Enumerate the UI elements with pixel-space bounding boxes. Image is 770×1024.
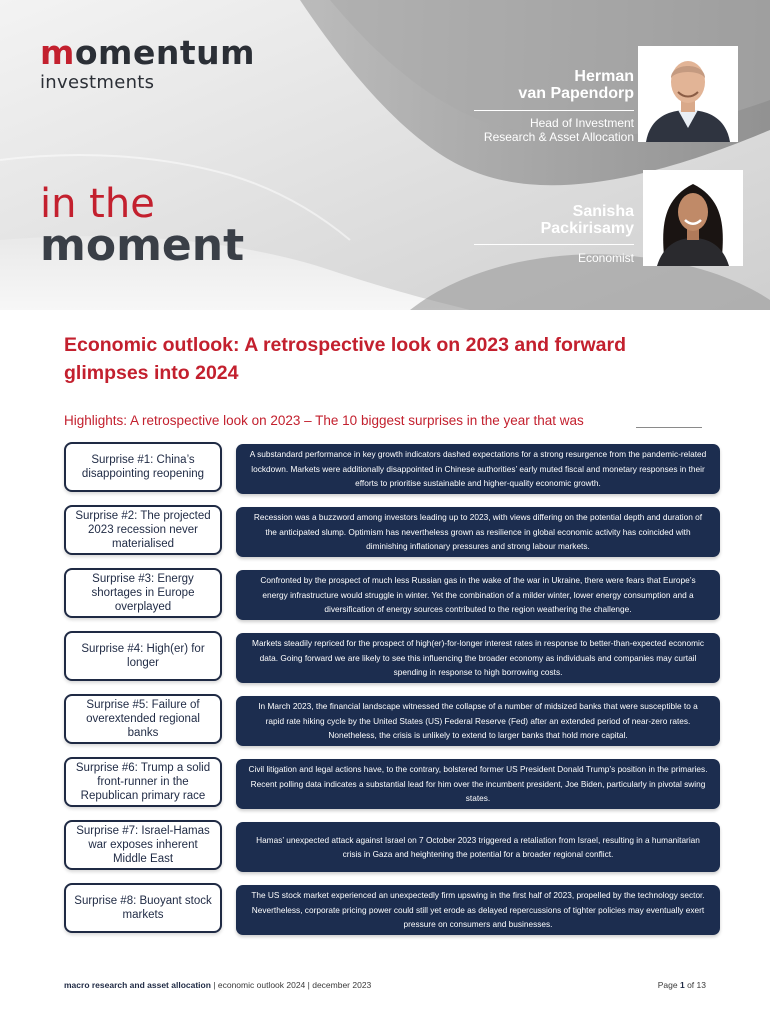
surprise-4-label: Surprise #4: High(er) for longer bbox=[64, 631, 222, 681]
surprise-2-description: Recession was a buzzword among investors leading up to 2023, with views differing on the potential depth and duration of the anticipated slump. Optimism has nevertheless grown as resilience in global economic activity has coincided with diminishing inflationary pressures and strong labour markets. bbox=[236, 507, 720, 557]
author-1-role bbox=[484, 116, 634, 144]
publication-title-line1: in the bbox=[40, 181, 155, 227]
author-2-name bbox=[541, 203, 634, 237]
surprise-1-label: Surprise #1: China’s disappointing reopening bbox=[64, 442, 222, 492]
author-2-name-line2: Packirisamy bbox=[540, 220, 634, 237]
logo-wordmark bbox=[40, 33, 255, 72]
author-1-name-line1: Herman bbox=[574, 68, 634, 85]
author-1-role-line1: Head of Investment bbox=[529, 116, 634, 130]
highlights-heading: Highlights: A retrospective look on 2023 – The 10 biggest surprises in the year that was bbox=[64, 413, 584, 428]
hero-banner bbox=[0, 0, 770, 310]
surprise-6-description: Civil litigation and legal actions have, to the contrary, bolstered former US President Donald Trump’s position in the primaries. Recent polling data indicates a substantial lead for him over the incumbent president, Joe Biden, particularly in pivotal swing states. bbox=[236, 759, 720, 809]
footer-page-prefix: Page bbox=[657, 980, 680, 990]
surprise-5-label: Surprise #5: Failure of overextended regional banks bbox=[64, 694, 222, 744]
article-title: Economic outlook: A retrospective look on 2023 and forward glimpses into 2024 bbox=[64, 334, 626, 384]
author-2-divider bbox=[474, 244, 634, 245]
author-1-name-line2: van Papendorp bbox=[518, 85, 634, 102]
surprise-3-description: Confronted by the prospect of much less Russian gas in the wake of the war in Ukraine, there were fears that Europe’s energy infrastructure would struggle in winter. Yet the combination of a milder winter, lower energy consumption and a diversification of energy sources contributed to the region weathering the challenge. bbox=[236, 570, 720, 620]
author-1-name bbox=[518, 68, 634, 102]
surprise-3-label: Surprise #3: Energy shortages in Europe overplayed bbox=[64, 568, 222, 618]
highlights-rule bbox=[636, 427, 702, 428]
footer-page-number bbox=[658, 980, 706, 990]
author-2-role-line1: Economist bbox=[577, 251, 634, 265]
footer-details: | economic outlook 2024 | december 2023 bbox=[210, 980, 372, 990]
logo-word-rest: omentum bbox=[74, 33, 255, 72]
author-1-divider bbox=[474, 110, 634, 111]
author-2-photo bbox=[643, 170, 743, 266]
publication-title-line2: moment bbox=[40, 220, 245, 271]
surprise-6-label: Surprise #6: Trump a solid front-runner in the Republican primary race bbox=[64, 757, 222, 807]
surprise-8-label: Surprise #8: Buoyant stock markets bbox=[64, 883, 222, 933]
brand-logo bbox=[40, 33, 255, 93]
surprise-5-description: In March 2023, the financial landscape witnessed the collapse of a number of midsized banks that were susceptible to a rapid rate hiking cycle by the United States (US) Federal Reserve (Fed) after an extended period of near-zero rates. Nonetheless, the crisis is unlikely to extend to larger banks that hold more capital. bbox=[236, 696, 720, 746]
author-1-role-line2: Research & Asset Allocation bbox=[483, 130, 634, 144]
author-1-photo bbox=[638, 46, 738, 142]
surprise-8-description: The US stock market experienced an unexpectedly firm upswing in the first half of 2023, propelled by the technology sector. Nevertheless, corporate pricing power could still yet erode as delayed repercussions of tighter policies may eventually exert pressure on consumers and businesses. bbox=[236, 885, 720, 935]
logo-subtitle: investments bbox=[40, 72, 155, 93]
footer-page-current: 1 bbox=[679, 980, 685, 990]
logo-accent-letter: m bbox=[40, 33, 75, 72]
surprise-4-description: Markets steadily repriced for the prospect of high(er)-for-longer interest rates in response to better-than-expected economic data. Going forward we are likely to see this influencing the broader economy as individuals and companies may curtail spending in response to high borrowing costs. bbox=[236, 633, 720, 683]
footer-section: macro research and asset allocation bbox=[64, 980, 211, 990]
author-2-role bbox=[578, 251, 634, 265]
footer-page-suffix: of 13 bbox=[684, 980, 706, 990]
surprise-1-description: A substandard performance in key growth indicators dashed expectations for a strong resurgence from the pandemic-related lockdown. Markets were additionally disappointed in Chinese authorities’ early muted fiscal and monetary responses in their efforts to prioritise sustainable and higher-quality economic growth. bbox=[236, 444, 720, 494]
footer-publication-info bbox=[64, 980, 371, 990]
surprise-2-label: Surprise #2: The projected 2023 recession never materialised bbox=[64, 505, 222, 555]
surprise-7-label: Surprise #7: Israel-Hamas war exposes inherent Middle East bbox=[64, 820, 222, 870]
author-2-name-line1: Sanisha bbox=[572, 203, 634, 220]
surprise-7-description: Hamas’ unexpected attack against Israel on 7 October 2023 triggered a retaliation from Israel, resulting in a humanitarian crisis in Gaza and heightening the potential for a broader regional conflict. bbox=[236, 822, 720, 872]
